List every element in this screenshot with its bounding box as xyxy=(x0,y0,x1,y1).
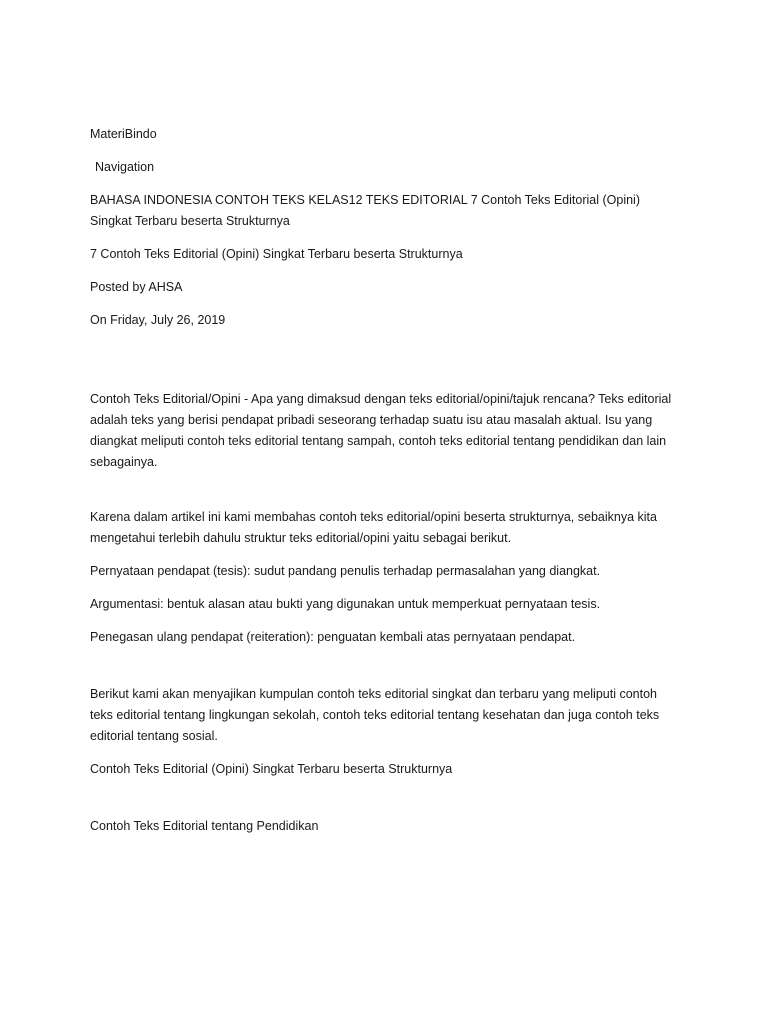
subsection-title: Contoh Teks Editorial tentang Pendidikan xyxy=(90,819,319,833)
structure-item-thesis: Pernyataan pendapat (tesis): sudut pandang penulis terhadap permasalahan yang diangkat. xyxy=(90,564,601,578)
site-name: MateriBindo xyxy=(90,127,157,141)
posted-on: On Friday, July 26, 2019 xyxy=(90,313,226,327)
structure-item-argument: Argumentasi: bentuk alasan atau bukti yang digunakan untuk memperkuat pernyataan tesis. xyxy=(90,597,601,611)
page-title: 7 Contoh Teks Editorial (Opini) Singkat Terbaru beserta Strukturnya xyxy=(90,247,463,261)
posted-by: Posted by AHSA xyxy=(90,280,183,294)
breadcrumb: BAHASA INDONESIA CONTOH TEKS KELAS12 TEKS EDITORIAL 7 Contoh Teks Editorial (Opini) Singkat Terbaru beserta Strukturnya xyxy=(90,193,640,228)
collection-intro-paragraph: Berikut kami akan menyajikan kumpulan contoh teks editorial singkat dan terbaru yang meliputi contoh teks editorial tentang lingkungan sekolah, contoh teks editorial tentang kesehatan dan juga contoh teks editorial tentang sosial. xyxy=(90,687,660,743)
structure-intro-paragraph: Karena dalam artikel ini kami membahas contoh teks editorial/opini beserta strukturnya, sebaiknya kita mengetahui terlebih dahulu struktur teks editorial/opini yaitu sebagai berikut. xyxy=(90,510,657,545)
section-title: Contoh Teks Editorial (Opini) Singkat Terbaru beserta Strukturnya xyxy=(90,762,453,776)
structure-item-reiteration: Penegasan ulang pendapat (reiteration): penguatan kembali atas pernyataan pendapat. xyxy=(90,630,576,644)
navigation-label: Navigation xyxy=(95,160,155,174)
document-content xyxy=(90,124,680,849)
intro-paragraph: Contoh Teks Editorial/Opini - Apa yang dimaksud dengan teks editorial/opini/tajuk rencana? Teks editorial adalah teks yang berisi pendapat pribadi seseorang terhadap suatu isu atau masalah aktual. Isu yang diangkat meliputi contoh teks editorial tentang sampah, contoh teks editorial tentang pendidikan dan lain sebagainya. xyxy=(90,392,672,469)
